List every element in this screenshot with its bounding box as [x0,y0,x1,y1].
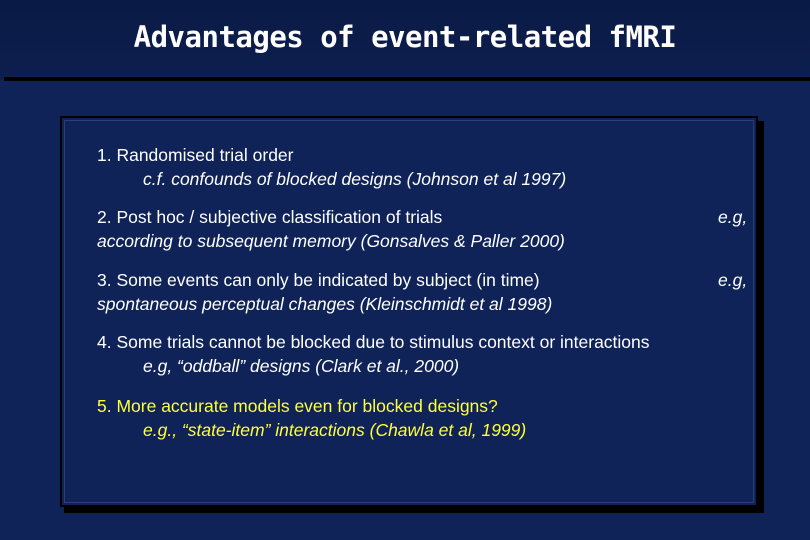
item-2-tail: e.g, [718,207,748,227]
item-3-detail: spontaneous perceptual changes (Kleinschmidt et al 1998) [97,294,553,314]
item-5-main: 5. More accurate models even for blocked designs? [97,396,498,416]
slide-title: Advantages of event-related fMRI [133,20,677,54]
item-3-tail: e.g, [718,270,748,290]
item-4-main: 4. Some trials cannot be blocked due to stimulus context or interactions [97,332,650,352]
item-1-detail: c.f. confounds of blocked designs (Johnson et al 1997) [143,169,567,189]
item-4-detail: e.g, “oddball” designs (Clark et al., 2000) [143,356,460,376]
item-3-main: 3. Some events can only be indicated by subject (in time) [97,270,540,290]
item-1-main: 1. Randomised trial order [97,145,294,165]
item-2-detail: according to subsequent memory (Gonsalves & Paller 2000) [97,231,565,251]
title-divider [4,77,810,81]
item-2-main: 2. Post hoc / subjective classification of trials [97,207,443,227]
item-5-detail: e.g., “state-item” interactions (Chawla et al, 1999) [143,420,527,440]
